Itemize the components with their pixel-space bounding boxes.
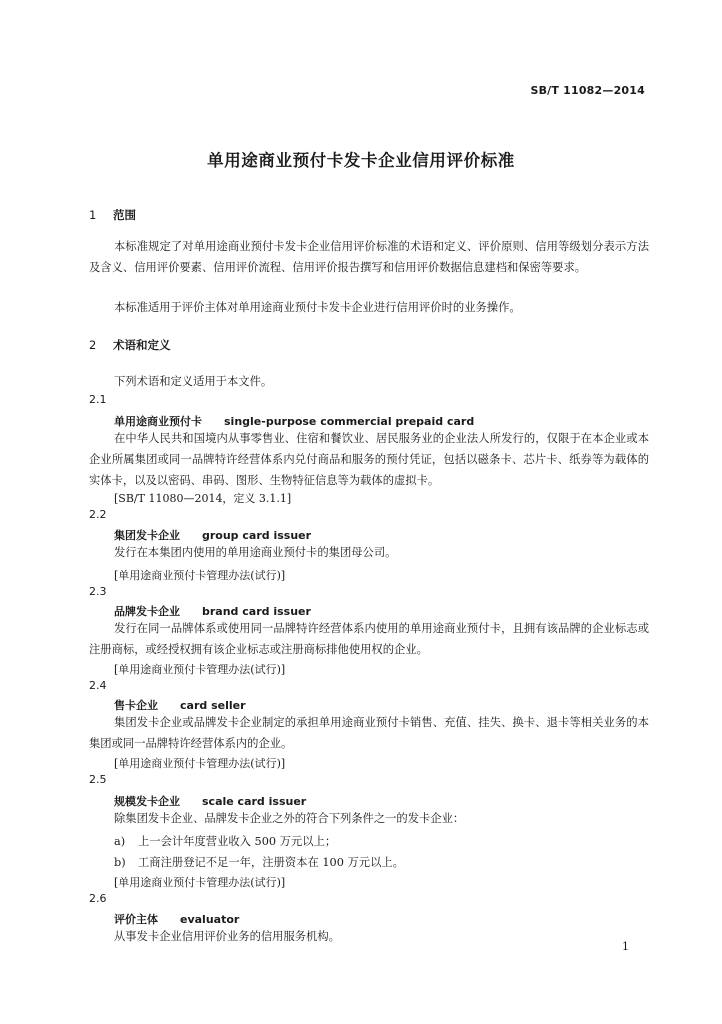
- document-title: 单用途商业预付卡发卡企业信用评价标准: [207, 151, 515, 170]
- section-2-heading: [89, 337, 171, 353]
- term-heading: [114, 413, 474, 429]
- term-name-en: evaluator: [180, 913, 240, 926]
- term-name-en: scale card issuer: [202, 795, 307, 808]
- section-number: 2: [89, 338, 97, 352]
- term-name-en: card seller: [180, 699, 246, 712]
- list-item: [114, 833, 336, 849]
- scope-paragraph-2: 本标准适用于评价主体对单用途商业预付卡发卡企业进行信用评价时的业务操作。: [114, 301, 521, 314]
- term-heading: [114, 911, 239, 927]
- term-number: 2.6: [89, 892, 107, 905]
- term-source: [单用途商业预付卡管理办法(试行)]: [114, 569, 286, 582]
- term-heading: [114, 603, 311, 619]
- term-source: [单用途商业预付卡管理办法(试行)]: [114, 663, 286, 676]
- term-source: [单用途商业预付卡管理办法(试行)]: [114, 876, 286, 889]
- term-number: 2.5: [89, 773, 107, 786]
- term-name-zh: 规模发卡企业: [114, 795, 180, 808]
- term-definition: 集团发卡企业或品牌发卡企业制定的承担单用途商业预付卡销售、充值、挂失、换卡、退卡等相关业务的本集团或同一品牌特许经营体系内的企业。: [89, 716, 649, 750]
- list-item-label: b): [114, 856, 126, 869]
- terms-intro: 下列术语和定义适用于本文件。: [114, 375, 273, 388]
- term-name-zh: 售卡企业: [114, 699, 158, 712]
- list-item-text: 上一会计年度营业收入 500 万元以上；: [138, 835, 337, 848]
- term-name-en: single-purpose commercial prepaid card: [224, 415, 475, 428]
- section-title: 范围: [113, 208, 136, 222]
- standard-code: SB/T 11082—2014: [530, 84, 645, 97]
- term-heading: [114, 527, 311, 543]
- term-definition: 在中华人民共和国境内从事零售业、住宿和餐饮业、居民服务业的企业法人所发行的，仅限于在本企业或本企业所属集团或同一品牌特许经营体系内兑付商品和服务的预付凭证，包括以磁条卡、芯片卡、纸券等为载体的实体卡，以及以密码、串码、图形、生物特征信息等为载体的虚拟卡。: [89, 432, 649, 487]
- term-heading: [114, 697, 246, 713]
- term-definition: 发行在本集团内使用的单用途商业预付卡的集团母公司。: [114, 546, 397, 559]
- term-source: [SB/T 11080—2014，定义 3.1.1]: [114, 492, 292, 505]
- term-name-en: group card issuer: [202, 529, 312, 542]
- list-item-text: 工商注册登记不足一年，注册资本在 100 万元以上。: [138, 856, 404, 869]
- scope-paragraph-1: 本标准规定了对单用途商业预付卡发卡企业信用评价标准的术语和定义、评价原则、信用等级划分表示方法及含义、信用评价要素、信用评价流程、信用评价报告撰写和信用评价数据信息建档和保密等要求。: [89, 240, 649, 274]
- page-number: 1: [622, 940, 629, 953]
- section-title: 术语和定义: [113, 338, 171, 352]
- term-number: 2.2: [89, 508, 107, 521]
- section-number: 1: [89, 208, 97, 222]
- term-name-zh: 品牌发卡企业: [114, 605, 180, 618]
- term-name-zh: 集团发卡企业: [114, 529, 180, 542]
- term-name-zh: 单用途商业预付卡: [114, 415, 202, 428]
- list-item-label: a): [114, 835, 126, 848]
- section-1-heading: [89, 207, 136, 223]
- term-definition: 除集团发卡企业、品牌发卡企业之外的符合下列条件之一的发卡企业：: [114, 812, 465, 825]
- term-heading: [114, 793, 306, 809]
- term-number: 2.4: [89, 679, 107, 692]
- term-number: 2.3: [89, 585, 107, 598]
- term-name-zh: 评价主体: [114, 913, 158, 926]
- term-definition: 发行在同一品牌体系或使用同一品牌特许经营体系内使用的单用途商业预付卡，且拥有该品牌的企业标志或注册商标，或经授权拥有该企业标志或注册商标排他使用权的企业。: [89, 622, 649, 656]
- term-source: [单用途商业预付卡管理办法(试行)]: [114, 757, 286, 770]
- term-name-en: brand card issuer: [202, 605, 311, 618]
- term-number: 2.1: [89, 393, 107, 406]
- term-definition: 从事发卡企业信用评价业务的信用服务机构。: [114, 930, 340, 943]
- list-item: [114, 854, 404, 870]
